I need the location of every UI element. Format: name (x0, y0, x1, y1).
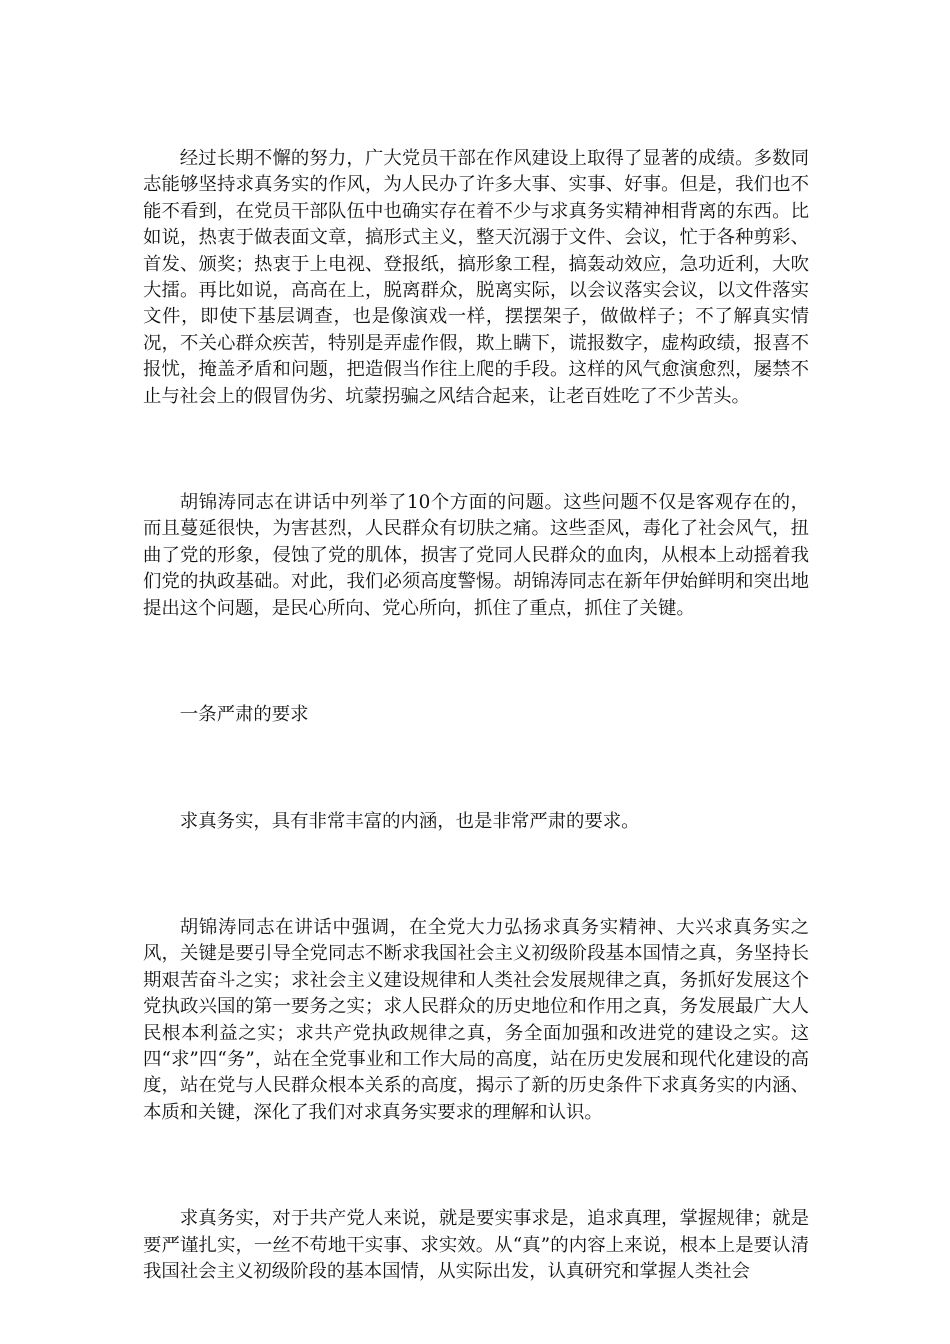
paragraph-ten-problems: 胡锦涛同志在讲话中列举了10个方面的问题。这些问题不仅是客观存在的，而且蔓延很快，为害甚烈，人民群众有切肤之痛。这些歪风，毒化了社会风气，扭曲了党的形象，侵蚀了党的肌体，损害了党同人民群众的血肉，从根本上动摇着我们党的执政基础。对此，我们必须高度警惕。胡锦涛同志在新年伊始鲜明和突出地提出这个问题，是民心所向、党心所向，抓住了重点，抓住了关键。 (143, 492, 809, 619)
paragraph-work-style-achievements: 经过长期不懈的努力，广大党员干部在作风建设上取得了显著的成绩。多数同志能够坚持求真务实的作风，为人民办了许多大事、实事、好事。但是，我们也不能不看到，在党员干部队伍中也确实存在着不少与求真务实精神相背离的东西。比如说，热衷于做表面文章，搞形式主义，整天沉溺于文件、会议，忙于各种剪彩、首发、颁奖；热衷于上电视、登报纸，搞形象工程，搞轰动效应，急功近利，大吹大擂。再比如说，高高在上，脱离群众，脱离实际，以会议落实会议，以文件落实文件，即使下基层调查，也是像演戏一样，摆摆架子，做做样子；不了解真实情况，不关心群众疾苦，特别是弄虚作假，欺上瞒下，谎报数字，虚构政绩，报喜不报忧，掩盖矛盾和问题，把造假当作往上爬的手段。这样的风气愈演愈烈，屡禁不止与社会上的假冒伪劣、坑蒙拐骗之风结合起来，让老百姓吃了不少苦头。 (143, 148, 809, 407)
paragraph-serious-requirement: 求真务实，具有非常丰富的内涵，也是非常严肃的要求。 (179, 810, 640, 832)
document-body (143, 146, 809, 1285)
section-heading: 一条严肃的要求 (179, 704, 309, 726)
paragraph-seek-truth-meaning: 求真务实，对于共产党人来说，就是要实事求是，追求真理，掌握规律；就是要严谨扎实，一丝不苟地干实事、求实效。从“真”的内容上来说，根本上是要认清我国社会主义初级阶段的基本国情，从实际出发，认真研究和掌握人类社会 (143, 1208, 809, 1282)
paragraph-four-seek-four-serve: 胡锦涛同志在讲话中强调，在全党大力弘扬求真务实精神、大兴求真务实之风，关键是要引导全党同志不断求我国社会主义初级阶段基本国情之真，务坚持长期艰苦奋斗之实；求社会主义建设规律和人类社会发展规律之真，务抓好发展这个党执政兴国的第一要务之实；求人民群众的历史地位和作用之真，务发展最广大人民根本利益之实；求共产党执政规律之真，务全面加强和改进党的建设之实。这四“求”四“务”，站在全党事业和工作大局的高度，站在历史发展和现代化建设的高度，站在党与人民群众根本关系的高度，揭示了新的历史条件下求真务实的内涵、本质和关键，深化了我们对求真务实要求的理解和认识。 (143, 916, 809, 1123)
